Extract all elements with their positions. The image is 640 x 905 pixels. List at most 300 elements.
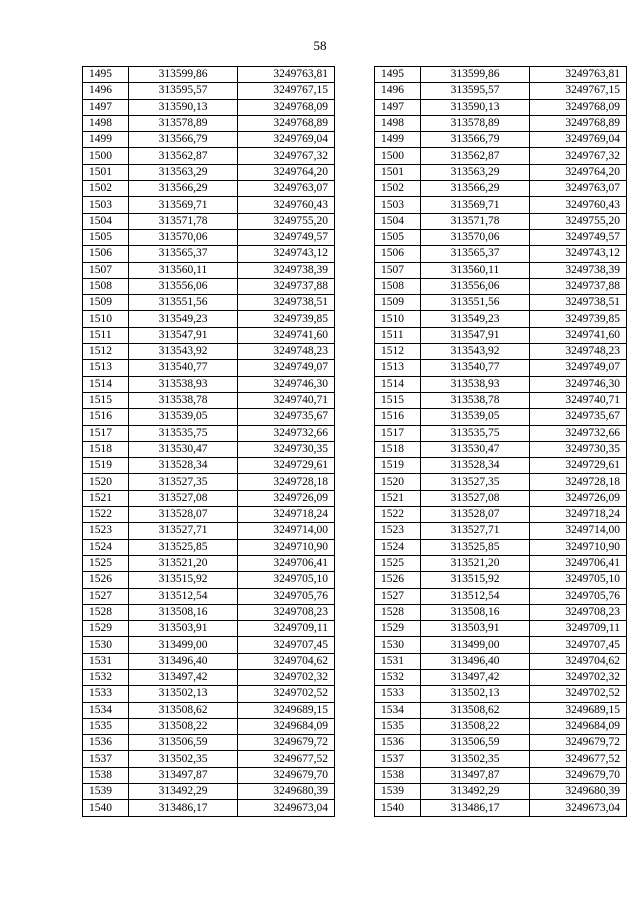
x-coordinate-cell: 313503,91	[421, 621, 530, 637]
table-row	[375, 702, 627, 718]
y-coordinate-cell: 3249729,61	[530, 458, 627, 474]
x-coordinate-cell: 313543,92	[421, 344, 530, 360]
table-row	[375, 409, 627, 425]
table-row	[375, 148, 627, 164]
point-number-cell: 1532	[83, 669, 129, 685]
y-coordinate-cell: 3249718,24	[530, 507, 627, 523]
x-coordinate-cell: 313512,54	[129, 588, 238, 604]
y-coordinate-cell: 3249740,71	[530, 392, 627, 408]
point-number-cell: 1521	[83, 490, 129, 506]
x-coordinate-cell: 313508,22	[421, 718, 530, 734]
point-number-cell: 1513	[83, 360, 129, 376]
y-coordinate-cell: 3249679,70	[238, 767, 335, 783]
point-number-cell: 1527	[83, 588, 129, 604]
x-coordinate-cell: 313599,86	[129, 67, 238, 83]
table-row	[83, 555, 335, 571]
y-coordinate-cell: 3249732,66	[530, 425, 627, 441]
table-row	[375, 181, 627, 197]
x-coordinate-cell: 313539,05	[129, 409, 238, 425]
point-number-cell: 1512	[375, 344, 421, 360]
table-row	[83, 718, 335, 734]
point-number-cell: 1509	[375, 295, 421, 311]
y-coordinate-cell: 3249702,52	[238, 686, 335, 702]
point-number-cell: 1535	[375, 718, 421, 734]
x-coordinate-cell: 313540,77	[129, 360, 238, 376]
y-coordinate-cell: 3249704,62	[238, 653, 335, 669]
point-number-cell: 1501	[83, 164, 129, 180]
y-coordinate-cell: 3249738,51	[530, 295, 627, 311]
y-coordinate-cell: 3249714,00	[238, 523, 335, 539]
y-coordinate-cell: 3249768,89	[238, 115, 335, 131]
point-number-cell: 1508	[375, 278, 421, 294]
point-number-cell: 1516	[375, 409, 421, 425]
x-coordinate-cell: 313563,29	[421, 164, 530, 180]
x-coordinate-cell: 313502,35	[421, 751, 530, 767]
table-row	[83, 669, 335, 685]
x-coordinate-cell: 313521,20	[129, 555, 238, 571]
point-number-cell: 1506	[375, 246, 421, 262]
point-number-cell: 1504	[83, 213, 129, 229]
table-row	[83, 458, 335, 474]
table-row	[83, 441, 335, 457]
y-coordinate-cell: 3249706,41	[530, 555, 627, 571]
x-coordinate-cell: 313566,29	[129, 181, 238, 197]
table-row	[375, 262, 627, 278]
x-coordinate-cell: 313497,42	[421, 669, 530, 685]
table-row	[83, 229, 335, 245]
point-number-cell: 1510	[83, 311, 129, 327]
y-coordinate-cell: 3249763,81	[238, 67, 335, 83]
point-number-cell: 1504	[375, 213, 421, 229]
point-number-cell: 1531	[375, 653, 421, 669]
x-coordinate-cell: 313538,93	[129, 376, 238, 392]
x-coordinate-cell: 313527,08	[421, 490, 530, 506]
y-coordinate-cell: 3249767,15	[530, 83, 627, 99]
table-row	[375, 425, 627, 441]
x-coordinate-cell: 313571,78	[421, 213, 530, 229]
table-row	[375, 637, 627, 653]
table-row	[83, 181, 335, 197]
point-number-cell: 1512	[83, 344, 129, 360]
point-number-cell: 1539	[375, 784, 421, 800]
table-row	[375, 474, 627, 490]
x-coordinate-cell: 313562,87	[129, 148, 238, 164]
table-row	[83, 490, 335, 506]
x-coordinate-cell: 313515,92	[129, 572, 238, 588]
point-number-cell: 1499	[83, 132, 129, 148]
x-coordinate-cell: 313508,22	[129, 718, 238, 734]
table-row	[375, 669, 627, 685]
y-coordinate-cell: 3249707,45	[238, 637, 335, 653]
y-coordinate-cell: 3249710,90	[238, 539, 335, 555]
x-coordinate-cell: 313569,71	[129, 197, 238, 213]
x-coordinate-cell: 313486,17	[421, 800, 530, 816]
x-coordinate-cell: 313565,37	[129, 246, 238, 262]
table-row	[375, 588, 627, 604]
x-coordinate-cell: 313540,77	[421, 360, 530, 376]
y-coordinate-cell: 3249710,90	[530, 539, 627, 555]
table-row	[83, 99, 335, 115]
y-coordinate-cell: 3249708,23	[530, 604, 627, 620]
table-row	[375, 197, 627, 213]
y-coordinate-cell: 3249769,04	[530, 132, 627, 148]
table-row	[83, 539, 335, 555]
table-row	[375, 392, 627, 408]
y-coordinate-cell: 3249704,62	[530, 653, 627, 669]
y-coordinate-cell: 3249738,39	[530, 262, 627, 278]
table-row	[375, 213, 627, 229]
x-coordinate-cell: 313508,16	[129, 604, 238, 620]
table-row	[83, 784, 335, 800]
point-number-cell: 1511	[375, 327, 421, 343]
point-number-cell: 1496	[375, 83, 421, 99]
x-coordinate-cell: 313538,78	[129, 392, 238, 408]
y-coordinate-cell: 3249714,00	[530, 523, 627, 539]
x-coordinate-cell: 313508,62	[129, 702, 238, 718]
y-coordinate-cell: 3249760,43	[238, 197, 335, 213]
x-coordinate-cell: 313527,71	[129, 523, 238, 539]
x-coordinate-cell: 313486,17	[129, 800, 238, 816]
y-coordinate-cell: 3249702,32	[238, 669, 335, 685]
x-coordinate-cell: 313530,47	[421, 441, 530, 457]
point-number-cell: 1524	[83, 539, 129, 555]
y-coordinate-cell: 3249738,51	[238, 295, 335, 311]
table-row	[83, 767, 335, 783]
x-coordinate-cell: 313506,59	[421, 735, 530, 751]
y-coordinate-cell: 3249738,39	[238, 262, 335, 278]
y-coordinate-cell: 3249748,23	[238, 344, 335, 360]
table-row	[375, 132, 627, 148]
x-coordinate-cell: 313595,57	[129, 83, 238, 99]
table-row	[375, 376, 627, 392]
point-number-cell: 1536	[375, 735, 421, 751]
y-coordinate-cell: 3249680,39	[238, 784, 335, 800]
point-number-cell: 1533	[375, 686, 421, 702]
y-coordinate-cell: 3249740,71	[238, 392, 335, 408]
table-row	[83, 344, 335, 360]
y-coordinate-cell: 3249763,07	[238, 181, 335, 197]
x-coordinate-cell: 313566,79	[421, 132, 530, 148]
point-number-cell: 1536	[83, 735, 129, 751]
y-coordinate-cell: 3249728,18	[530, 474, 627, 490]
point-number-cell: 1521	[375, 490, 421, 506]
table-row	[375, 604, 627, 620]
point-number-cell: 1537	[375, 751, 421, 767]
point-number-cell: 1533	[83, 686, 129, 702]
y-coordinate-cell: 3249680,39	[530, 784, 627, 800]
y-coordinate-cell: 3249718,24	[238, 507, 335, 523]
x-coordinate-cell: 313512,54	[421, 588, 530, 604]
x-coordinate-cell: 313499,00	[421, 637, 530, 653]
x-coordinate-cell: 313547,91	[129, 327, 238, 343]
x-coordinate-cell: 313560,11	[129, 262, 238, 278]
point-number-cell: 1500	[83, 148, 129, 164]
y-coordinate-cell: 3249737,88	[530, 278, 627, 294]
table-row	[83, 213, 335, 229]
y-coordinate-cell: 3249746,30	[530, 376, 627, 392]
y-coordinate-cell: 3249763,07	[530, 181, 627, 197]
table-row	[83, 246, 335, 262]
point-number-cell: 1526	[375, 572, 421, 588]
y-coordinate-cell: 3249735,67	[238, 409, 335, 425]
y-coordinate-cell: 3249728,18	[238, 474, 335, 490]
table-row	[83, 800, 335, 816]
table-row	[375, 83, 627, 99]
x-coordinate-cell: 313527,35	[421, 474, 530, 490]
table-row	[83, 588, 335, 604]
point-number-cell: 1500	[375, 148, 421, 164]
point-number-cell: 1497	[375, 99, 421, 115]
y-coordinate-cell: 3249749,07	[530, 360, 627, 376]
x-coordinate-cell: 313549,23	[421, 311, 530, 327]
y-coordinate-cell: 3249749,07	[238, 360, 335, 376]
table-row	[375, 539, 627, 555]
table-row	[83, 148, 335, 164]
table-row	[83, 604, 335, 620]
x-coordinate-cell: 313571,78	[129, 213, 238, 229]
x-coordinate-cell: 313508,62	[421, 702, 530, 718]
point-number-cell: 1520	[375, 474, 421, 490]
x-coordinate-cell: 313502,13	[421, 686, 530, 702]
x-coordinate-cell: 313538,93	[421, 376, 530, 392]
coordinates-table-right	[374, 66, 627, 817]
y-coordinate-cell: 3249689,15	[530, 702, 627, 718]
x-coordinate-cell: 313496,40	[421, 653, 530, 669]
table-row	[375, 490, 627, 506]
point-number-cell: 1517	[375, 425, 421, 441]
point-number-cell: 1522	[375, 507, 421, 523]
y-coordinate-cell: 3249726,09	[238, 490, 335, 506]
point-number-cell: 1495	[83, 67, 129, 83]
table-row	[83, 507, 335, 523]
x-coordinate-cell: 313549,23	[129, 311, 238, 327]
point-number-cell: 1498	[375, 115, 421, 131]
table-row	[83, 751, 335, 767]
x-coordinate-cell: 313521,20	[421, 555, 530, 571]
point-number-cell: 1511	[83, 327, 129, 343]
table-row	[83, 523, 335, 539]
point-number-cell: 1529	[375, 621, 421, 637]
table-row	[83, 295, 335, 311]
y-coordinate-cell: 3249679,70	[530, 767, 627, 783]
x-coordinate-cell: 313563,29	[129, 164, 238, 180]
point-number-cell: 1537	[83, 751, 129, 767]
point-number-cell: 1528	[375, 604, 421, 620]
y-coordinate-cell: 3249741,60	[238, 327, 335, 343]
table-row	[375, 572, 627, 588]
point-number-cell: 1538	[375, 767, 421, 783]
table-row	[83, 392, 335, 408]
y-coordinate-cell: 3249763,81	[530, 67, 627, 83]
table-row	[375, 164, 627, 180]
y-coordinate-cell: 3249730,35	[238, 441, 335, 457]
point-number-cell: 1534	[83, 702, 129, 718]
y-coordinate-cell: 3249739,85	[530, 311, 627, 327]
point-number-cell: 1530	[375, 637, 421, 653]
table-row	[83, 164, 335, 180]
y-coordinate-cell: 3249708,23	[238, 604, 335, 620]
table-row	[375, 295, 627, 311]
point-number-cell: 1513	[375, 360, 421, 376]
table-row	[83, 115, 335, 131]
x-coordinate-cell: 313551,56	[421, 295, 530, 311]
coordinates-table-left	[82, 66, 335, 817]
y-coordinate-cell: 3249677,52	[238, 751, 335, 767]
point-number-cell: 1503	[375, 197, 421, 213]
y-coordinate-cell: 3249767,32	[238, 148, 335, 164]
x-coordinate-cell: 313599,86	[421, 67, 530, 83]
y-coordinate-cell: 3249735,67	[530, 409, 627, 425]
y-coordinate-cell: 3249673,04	[238, 800, 335, 816]
table-row	[83, 311, 335, 327]
x-coordinate-cell: 313566,79	[129, 132, 238, 148]
y-coordinate-cell: 3249707,45	[530, 637, 627, 653]
table-row	[375, 751, 627, 767]
table-row	[375, 99, 627, 115]
y-coordinate-cell: 3249689,15	[238, 702, 335, 718]
y-coordinate-cell: 3249755,20	[530, 213, 627, 229]
table-row	[375, 555, 627, 571]
table-row	[375, 653, 627, 669]
x-coordinate-cell: 313502,13	[129, 686, 238, 702]
y-coordinate-cell: 3249768,89	[530, 115, 627, 131]
y-coordinate-cell: 3249709,11	[530, 621, 627, 637]
table-row	[83, 702, 335, 718]
point-number-cell: 1529	[83, 621, 129, 637]
point-number-cell: 1509	[83, 295, 129, 311]
x-coordinate-cell: 313496,40	[129, 653, 238, 669]
y-coordinate-cell: 3249768,09	[530, 99, 627, 115]
x-coordinate-cell: 313562,87	[421, 148, 530, 164]
x-coordinate-cell: 313525,85	[421, 539, 530, 555]
x-coordinate-cell: 313543,92	[129, 344, 238, 360]
x-coordinate-cell: 313539,05	[421, 409, 530, 425]
table-row	[83, 735, 335, 751]
x-coordinate-cell: 313508,16	[421, 604, 530, 620]
point-number-cell: 1517	[83, 425, 129, 441]
y-coordinate-cell: 3249743,12	[530, 246, 627, 262]
coordinates-table-body	[375, 67, 627, 817]
x-coordinate-cell: 313528,34	[129, 458, 238, 474]
y-coordinate-cell: 3249737,88	[238, 278, 335, 294]
y-coordinate-cell: 3249730,35	[530, 441, 627, 457]
x-coordinate-cell: 313506,59	[129, 735, 238, 751]
x-coordinate-cell: 313556,06	[129, 278, 238, 294]
point-number-cell: 1523	[83, 523, 129, 539]
x-coordinate-cell: 313551,56	[129, 295, 238, 311]
point-number-cell: 1532	[375, 669, 421, 685]
x-coordinate-cell: 313560,11	[421, 262, 530, 278]
x-coordinate-cell: 313528,07	[421, 507, 530, 523]
table-row	[83, 197, 335, 213]
y-coordinate-cell: 3249729,61	[238, 458, 335, 474]
y-coordinate-cell: 3249726,09	[530, 490, 627, 506]
point-number-cell: 1524	[375, 539, 421, 555]
point-number-cell: 1516	[83, 409, 129, 425]
y-coordinate-cell: 3249767,32	[530, 148, 627, 164]
table-row	[83, 360, 335, 376]
table-row	[83, 653, 335, 669]
x-coordinate-cell: 313527,08	[129, 490, 238, 506]
x-coordinate-cell: 313578,89	[421, 115, 530, 131]
point-number-cell: 1495	[375, 67, 421, 83]
point-number-cell: 1522	[83, 507, 129, 523]
table-row	[375, 686, 627, 702]
x-coordinate-cell: 313497,87	[129, 767, 238, 783]
table-row	[83, 327, 335, 343]
table-row	[375, 246, 627, 262]
point-number-cell: 1515	[375, 392, 421, 408]
y-coordinate-cell: 3249741,60	[530, 327, 627, 343]
x-coordinate-cell: 313492,29	[421, 784, 530, 800]
table-row	[83, 686, 335, 702]
x-coordinate-cell: 313570,06	[129, 229, 238, 245]
table-row	[375, 621, 627, 637]
x-coordinate-cell: 313492,29	[129, 784, 238, 800]
y-coordinate-cell: 3249755,20	[238, 213, 335, 229]
x-coordinate-cell: 313515,92	[421, 572, 530, 588]
x-coordinate-cell: 313569,71	[421, 197, 530, 213]
x-coordinate-cell: 313502,35	[129, 751, 238, 767]
table-row	[83, 572, 335, 588]
y-coordinate-cell: 3249764,20	[238, 164, 335, 180]
point-number-cell: 1525	[83, 555, 129, 571]
point-number-cell: 1539	[83, 784, 129, 800]
table-row	[375, 278, 627, 294]
table-row	[375, 800, 627, 816]
x-coordinate-cell: 313497,87	[421, 767, 530, 783]
x-coordinate-cell: 313528,07	[129, 507, 238, 523]
x-coordinate-cell: 313538,78	[421, 392, 530, 408]
x-coordinate-cell: 313556,06	[421, 278, 530, 294]
x-coordinate-cell: 313590,13	[421, 99, 530, 115]
point-number-cell: 1535	[83, 718, 129, 734]
x-coordinate-cell: 313535,75	[129, 425, 238, 441]
point-number-cell: 1523	[375, 523, 421, 539]
table-row	[375, 507, 627, 523]
table-row	[375, 344, 627, 360]
x-coordinate-cell: 313527,71	[421, 523, 530, 539]
point-number-cell: 1505	[375, 229, 421, 245]
point-number-cell: 1496	[83, 83, 129, 99]
y-coordinate-cell: 3249739,85	[238, 311, 335, 327]
point-number-cell: 1525	[375, 555, 421, 571]
y-coordinate-cell: 3249764,20	[530, 164, 627, 180]
point-number-cell: 1503	[83, 197, 129, 213]
table-row	[83, 67, 335, 83]
y-coordinate-cell: 3249705,10	[530, 572, 627, 588]
y-coordinate-cell: 3249768,09	[238, 99, 335, 115]
y-coordinate-cell: 3249732,66	[238, 425, 335, 441]
point-number-cell: 1498	[83, 115, 129, 131]
point-number-cell: 1501	[375, 164, 421, 180]
point-number-cell: 1530	[83, 637, 129, 653]
table-row	[375, 327, 627, 343]
point-number-cell: 1531	[83, 653, 129, 669]
y-coordinate-cell: 3249767,15	[238, 83, 335, 99]
table-row	[375, 767, 627, 783]
x-coordinate-cell: 313530,47	[129, 441, 238, 457]
point-number-cell: 1497	[83, 99, 129, 115]
x-coordinate-cell: 313525,85	[129, 539, 238, 555]
x-coordinate-cell: 313570,06	[421, 229, 530, 245]
point-number-cell: 1520	[83, 474, 129, 490]
table-row	[83, 425, 335, 441]
point-number-cell: 1528	[83, 604, 129, 620]
point-number-cell: 1527	[375, 588, 421, 604]
y-coordinate-cell: 3249679,72	[238, 735, 335, 751]
table-row	[375, 458, 627, 474]
